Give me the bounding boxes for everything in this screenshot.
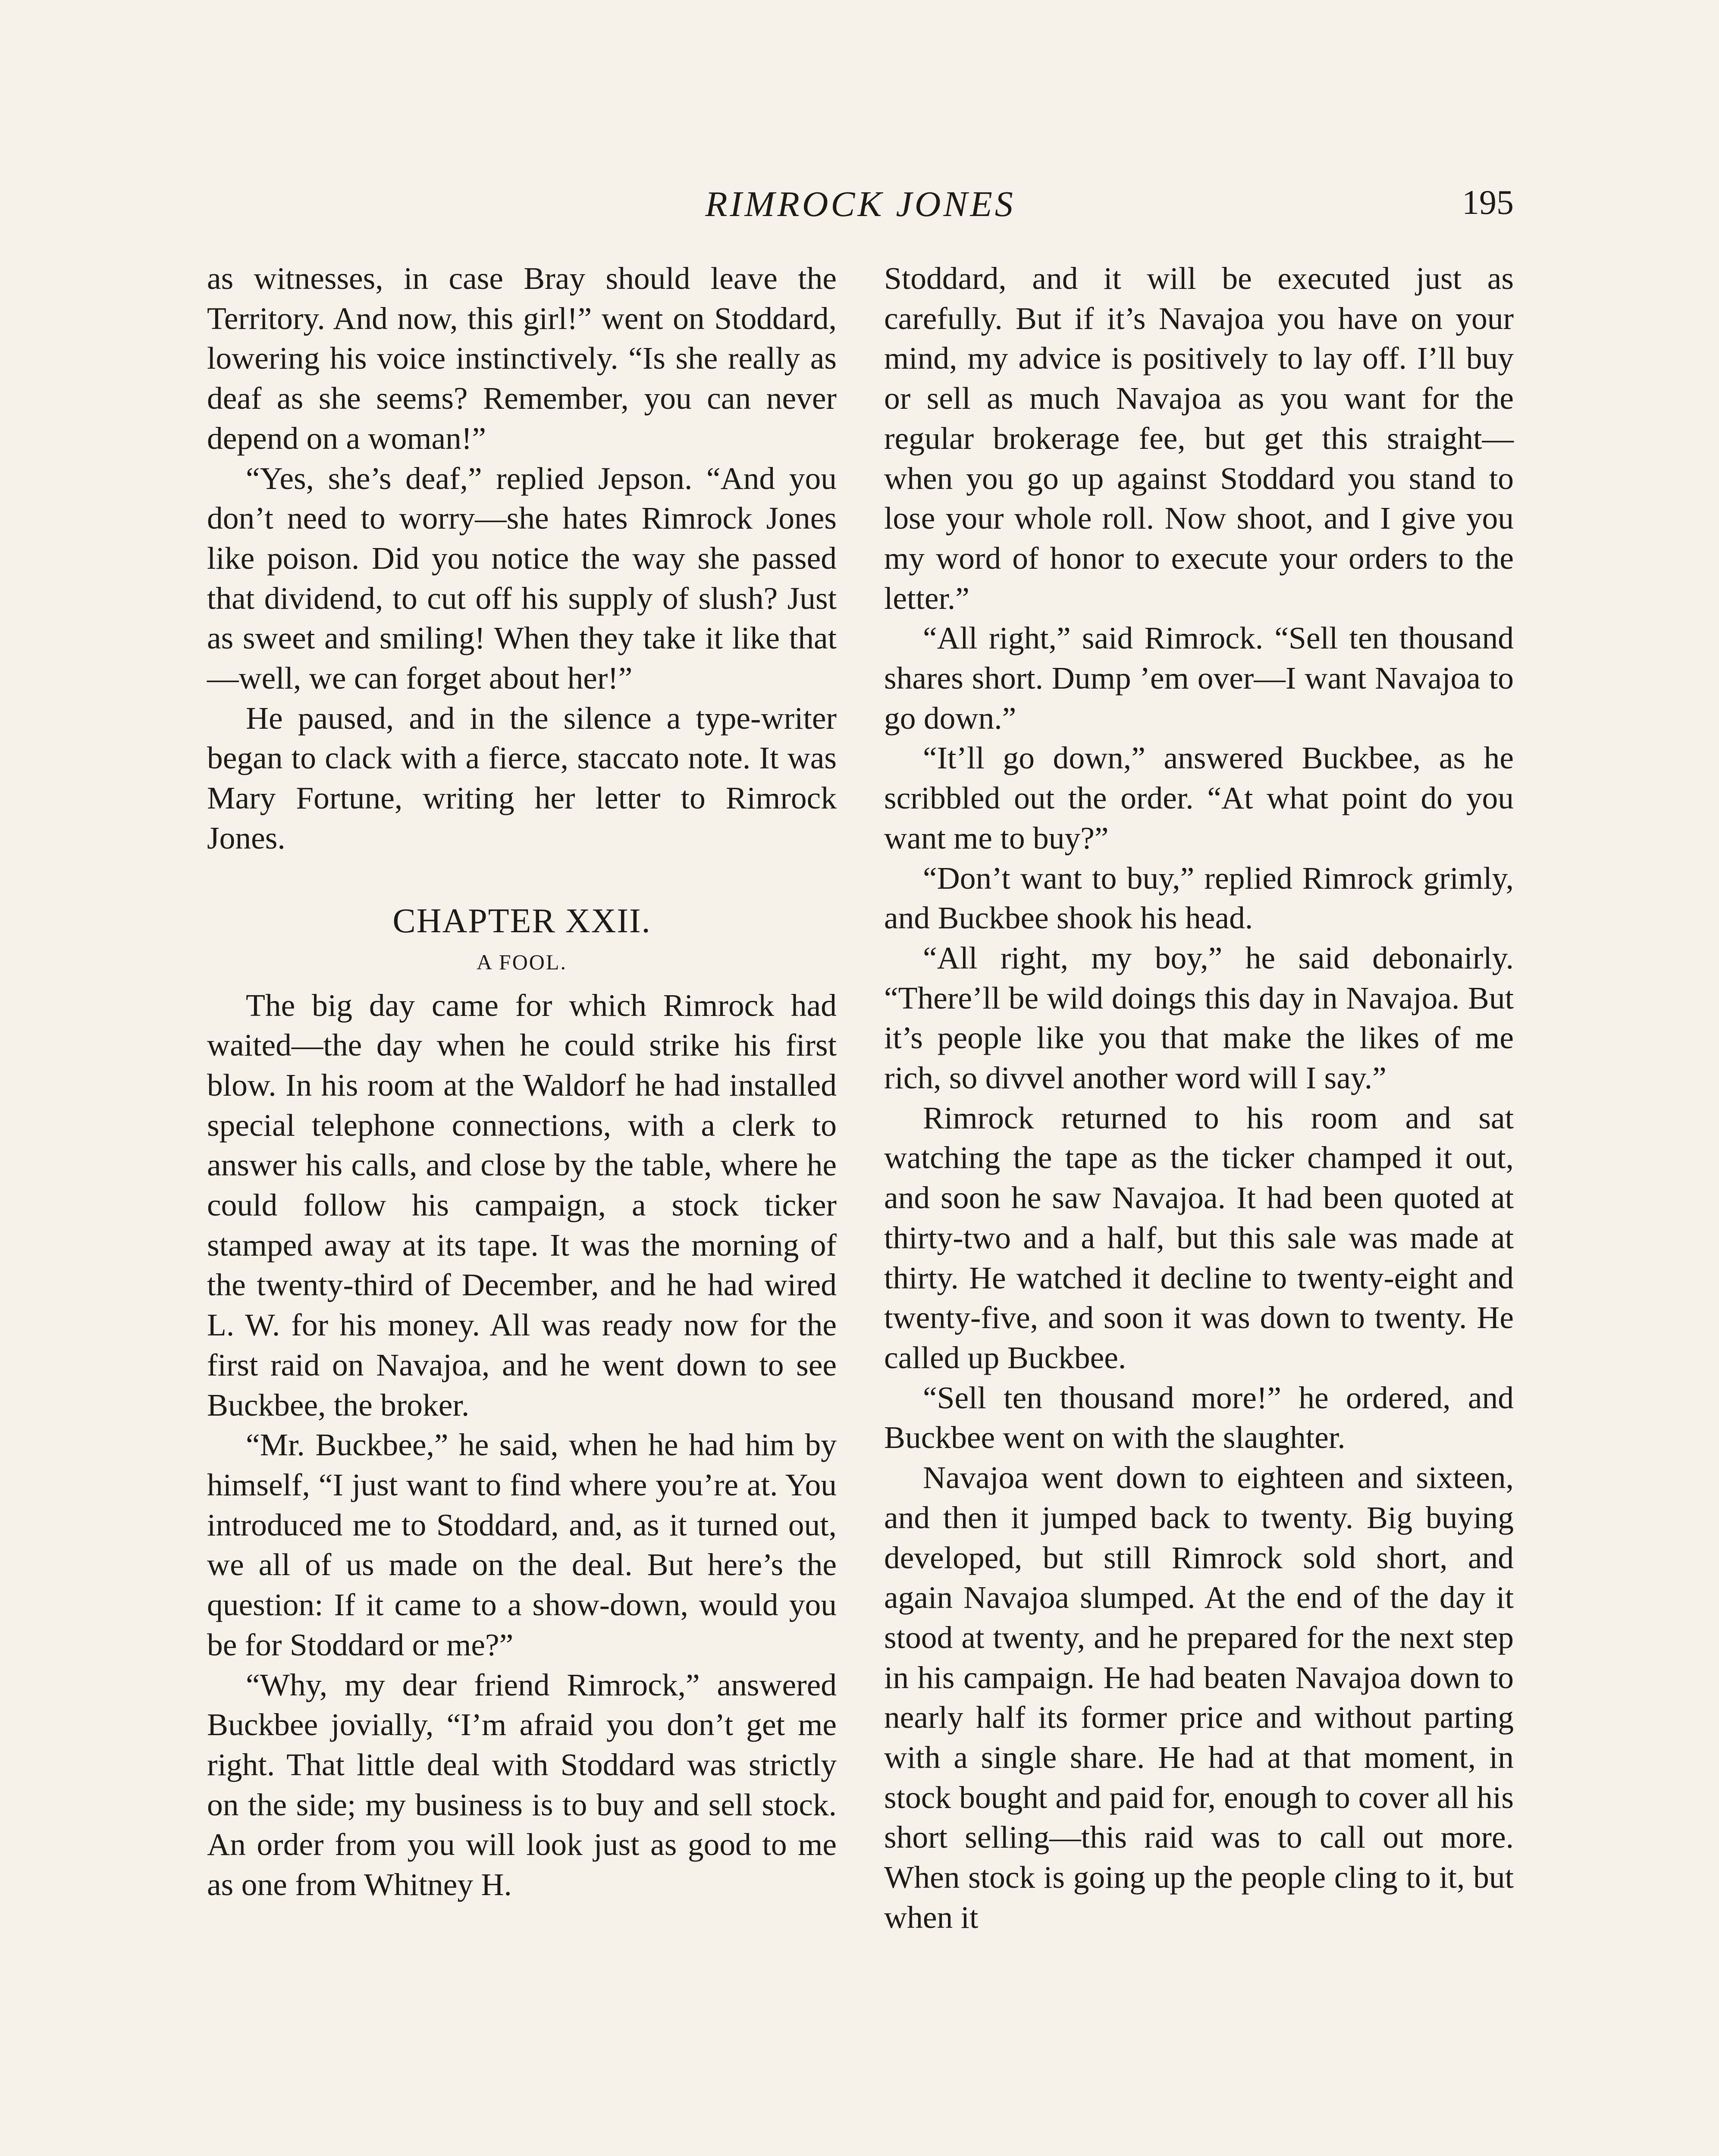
- paragraph: “It’ll go down,” answered Buckbee, as he scribbled out the order. “At what point do you want me to buy?”: [884, 740, 1514, 856]
- paragraph: “All right, my boy,” he said debonairly. “There’ll be wild doings this day in Navajoa. But it’s people like you that make the likes of me rich, so divvel another word will I say.”: [884, 940, 1514, 1096]
- paragraph: “All right,” said Rimrock. “Sell ten thousand shares short. Dump ’em over—I want Navajoa to go down.”: [884, 620, 1514, 736]
- left-column: [207, 259, 837, 1938]
- paragraph: Stoddard, and it will be executed just as carefully. But if it’s Navajoa you have on your mind, my advice is positively to lay off. I’ll buy or sell as much Navajoa as you want for the regular brokerage fee, but get this straight—when you go up against Stoddard you stand to lose your whole roll. Now shoot, and I give you my word of honor to execute your orders to the letter.”: [884, 261, 1514, 616]
- paragraph: “Sell ten thousand more!” he ordered, and Buckbee went on with the slaughter.: [884, 1380, 1514, 1455]
- paragraph: “Yes, she’s deaf,” replied Jepson. “And you don’t need to worry—she hates Rimrock Jones like poison. Did you notice the way she passed that dividend, to cut off his supply of slush? Just as sweet and smiling! When they take it like that—well, we can forget about her!”: [207, 461, 837, 696]
- chapter-subtitle: A FOOL.: [477, 950, 567, 974]
- text-columns: [207, 259, 1514, 1938]
- paragraph: Navajoa went down to eighteen and sixteen, and then it jumped back to twenty. Big buying developed, but still Rimrock sold short, and again Navajoa slumped. At the end of the day it stood at twenty, and he prepared for the next step in his campaign. He had beaten Navajoa down to nearly half its former price and without parting with a single share. He had at that moment, in stock bought and paid for, enough to cover all his short selling—this raid was to call out more. When stock is going up the people cling to it, but when it: [884, 1460, 1514, 1935]
- paragraph: “Don’t want to buy,” replied Rimrock grimly, and Buckbee shook his head.: [884, 860, 1514, 936]
- page-number: 195: [1462, 184, 1514, 222]
- page-header: [207, 183, 1514, 231]
- paragraph: The big day came for which Rimrock had waited—the day when he could strike his first blow. In his room at the Waldorf he had installed special telephone connections, with a clerk to answer his calls, and close by the table, where he could follow his campaign, a stock ticker stamped away at its tape. It was the morning of the twenty-third of December, and he had wired L. W. for his money. All was ready now for the first raid on Navajoa, and he went down to see Buckbee, the broker.: [207, 987, 837, 1423]
- right-column: [884, 259, 1514, 1938]
- chapter-heading: CHAPTER XXII.: [392, 902, 651, 940]
- paragraph: “Mr. Buckbee,” he said, when he had him by himself, “I just want to find where you’re at. You introduced me to Stoddard, and, as it turned out, we all of us made on the deal. But here’s the question: If it came to a show-down, would you be for Stoddard or me?”: [207, 1427, 837, 1662]
- paragraph: as witnesses, in case Bray should leave the Territory. And now, this girl!” went on Stoddard, lowering his voice instinctively. “Is she really as deaf as she seems? Remember, you can never depend on a woman!”: [207, 261, 837, 456]
- paragraph: He paused, and in the silence a type-writer began to clack with a fierce, staccato note. It was Mary Fortune, writing her letter to Rimrock Jones.: [207, 700, 837, 856]
- running-title: RIMROCK JONES: [705, 184, 1016, 224]
- paragraph: “Why, my dear friend Rimrock,” answered Buckbee jovially, “I’m afraid you don’t get me right. That little deal with Stoddard was strictly on the side; my business is to buy and sell stock. An order from you will look just as good to me as one from Whitney H.: [207, 1667, 837, 1902]
- paragraph: Rimrock returned to his room and sat watching the tape as the ticker champed it out, and soon he saw Navajoa. It had been quoted at thirty-two and a half, but this sale was made at thirty. He watched it decline to twenty-eight and twenty-five, and soon it was down to twenty. He called up Buckbee.: [884, 1100, 1514, 1375]
